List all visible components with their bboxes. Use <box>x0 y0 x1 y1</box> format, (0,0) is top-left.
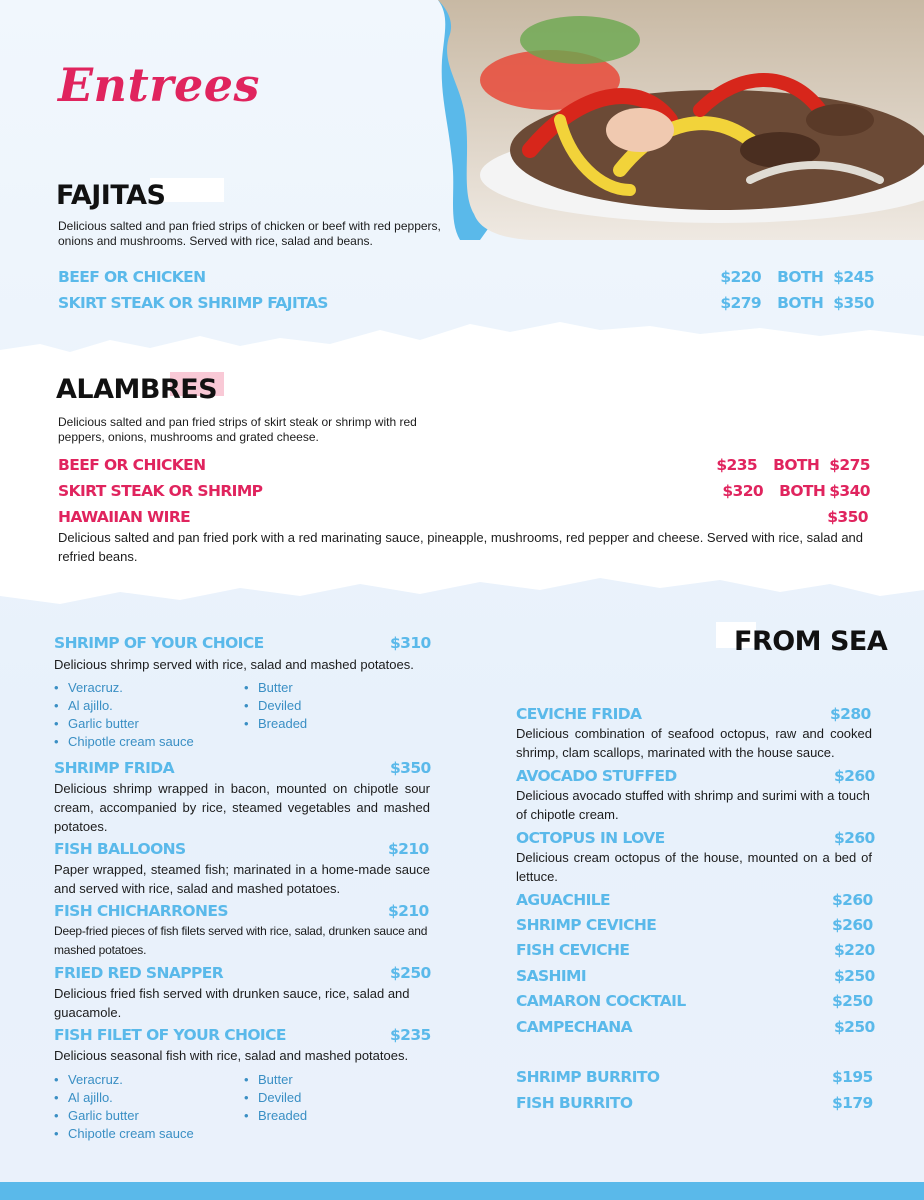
item-name: SASHIMI <box>516 967 587 985</box>
item-description: Delicious avocado stuffed with shrimp and surimi with a touch of chipotle cream. <box>516 788 870 822</box>
list-item: • Garlic butter <box>54 715 194 733</box>
item-name: CAMARON COCKTAIL <box>516 992 686 1010</box>
item-name: HAWAIIAN WIRE <box>58 508 191 526</box>
page-title: Entrees <box>58 58 260 112</box>
item-price: $250 <box>832 992 873 1010</box>
hawaiian-description: Delicious salted and pan fried pork with a red marinating sauce, pineapple, mushrooms, red pepper and cheese. Served with rice, salad and refried beans. <box>58 530 864 564</box>
item-price: $260 <box>832 916 873 934</box>
item-name: SHRIMP OF YOUR CHOICE <box>54 634 264 652</box>
item-price: $350 <box>390 759 431 777</box>
both-price: $275 <box>829 456 870 474</box>
item-name: FISH BALLOONS <box>54 840 186 858</box>
item-price: $320 <box>722 482 764 500</box>
item-name: BEEF OR CHICKEN <box>58 268 206 286</box>
section-title-from-sea: FROM SEA <box>734 626 888 657</box>
item-price: $250 <box>834 1018 875 1036</box>
fajitas-description: Delicious salted and pan fried strips of chicken or beef with red peppers, onions and mushrooms. Served with rice, salad and beans. <box>58 219 441 248</box>
item-price: $310 <box>390 634 431 652</box>
item-price: $260 <box>834 767 875 785</box>
options-list-1 <box>54 679 194 751</box>
item-name: CAMPECHANA <box>516 1018 633 1036</box>
hawaiian-row <box>58 508 868 526</box>
item-name: FISH CHICHARRONES <box>54 902 228 920</box>
item-name: AGUACHILE <box>516 891 611 909</box>
fajitas-photo <box>420 0 924 240</box>
alambres-description: Delicious salted and pan fried strips of skirt steak or shrimp with red peppers, onions, mushrooms and grated cheese. <box>58 415 417 444</box>
list-item: • Deviled <box>244 697 307 715</box>
item-name: SHRIMP CEVICHE <box>516 916 657 934</box>
item-name: SKIRT STEAK OR SHRIMP FAJITAS <box>58 294 328 312</box>
list-item: • Chipotle cream sauce <box>54 733 194 751</box>
section-title-alambres: ALAMBRES <box>56 374 218 405</box>
item-description: Delicious fried fish served with drunken sauce, rice, salad and guacamole. <box>54 986 410 1020</box>
item-price: $279 <box>720 294 762 312</box>
options-list-4 <box>244 1071 307 1125</box>
item-price: $250 <box>834 967 875 985</box>
item-price: $235 <box>390 1026 431 1044</box>
both-price: $350 <box>833 294 874 312</box>
item-name: SHRIMP FRIDA <box>54 759 174 777</box>
fajitas-row-2 <box>58 294 874 312</box>
fajitas-row-1 <box>58 268 874 286</box>
both-label: BOTH <box>777 268 824 286</box>
item-description: Delicious shrimp served with rice, salad and mashed potatoes. <box>54 657 414 672</box>
item-description: Delicious combination of seafood octopus, raw and cooked shrimp, clam scallops, marinated with the house sauce. <box>516 726 872 760</box>
list-item: • Deviled <box>244 1089 307 1107</box>
list-item: • Veracruz. <box>54 679 194 697</box>
item-price: $220 <box>834 941 875 959</box>
item-name: BEEF OR CHICKEN <box>58 456 206 474</box>
both-label: BOTH <box>773 456 820 474</box>
item-price: $260 <box>834 829 875 847</box>
item-price: $350 <box>827 508 868 526</box>
item-name: FISH BURRITO <box>516 1094 633 1112</box>
options-list-3 <box>54 1071 194 1143</box>
options-list-2 <box>244 679 307 733</box>
list-item: • Al ajillo. <box>54 697 194 715</box>
item-description: Delicious cream octopus of the house, mounted on a bed of lettuce. <box>516 850 872 884</box>
both-price: $245 <box>833 268 874 286</box>
alambres-row-2 <box>58 482 870 500</box>
item-description: Delicious shrimp wrapped in bacon, mounted on chipotle sour cream, accompanied by rice, steamed vegetables and mashed potatoes. <box>54 781 430 834</box>
list-item: • Butter <box>244 1071 307 1089</box>
list-item: • Breaded <box>244 1107 307 1125</box>
item-name: FISH CEVICHE <box>516 941 630 959</box>
list-item: • Chipotle cream sauce <box>54 1125 194 1143</box>
list-item: • Butter <box>244 679 307 697</box>
list-item: • Veracruz. <box>54 1071 194 1089</box>
item-description: Delicious seasonal fish with rice, salad and mashed potatoes. <box>54 1048 409 1063</box>
item-price: $260 <box>832 891 873 909</box>
item-name: OCTOPUS IN LOVE <box>516 829 665 847</box>
item-price: $280 <box>830 705 871 723</box>
item-price: $179 <box>832 1094 873 1112</box>
item-price: $220 <box>720 268 762 286</box>
section-title-fajitas: FAJITAS <box>56 180 166 211</box>
list-item: • Breaded <box>244 715 307 733</box>
item-price: $235 <box>716 456 758 474</box>
item-name: SHRIMP BURRITO <box>516 1068 660 1086</box>
both-label: BOTH <box>779 482 826 500</box>
item-price: $250 <box>390 964 431 982</box>
both-label: BOTH <box>777 294 824 312</box>
item-price: $195 <box>832 1068 873 1086</box>
both-price: $340 <box>829 482 870 500</box>
item-price: $210 <box>388 840 429 858</box>
item-name: FRIED RED SNAPPER <box>54 964 224 982</box>
item-price: $210 <box>388 902 429 920</box>
item-name: SKIRT STEAK OR SHRIMP <box>58 482 263 500</box>
item-name: CEVICHE FRIDA <box>516 705 642 723</box>
list-item: • Al ajillo. <box>54 1089 194 1107</box>
list-item: • Garlic butter <box>54 1107 194 1125</box>
item-name: FISH FILET OF YOUR CHOICE <box>54 1026 286 1044</box>
bottom-accent-bar <box>0 1182 924 1200</box>
item-description: Deep-fried pieces of fish filets served with rice, salad, drunken sauce and mashed potatoes. <box>54 924 428 957</box>
item-description: Paper wrapped, steamed fish; marinated in a home-made sauce and served with rice, salad and mashed potatoes. <box>54 862 430 896</box>
item-name: AVOCADO STUFFED <box>516 767 677 785</box>
alambres-row-1 <box>58 456 870 474</box>
